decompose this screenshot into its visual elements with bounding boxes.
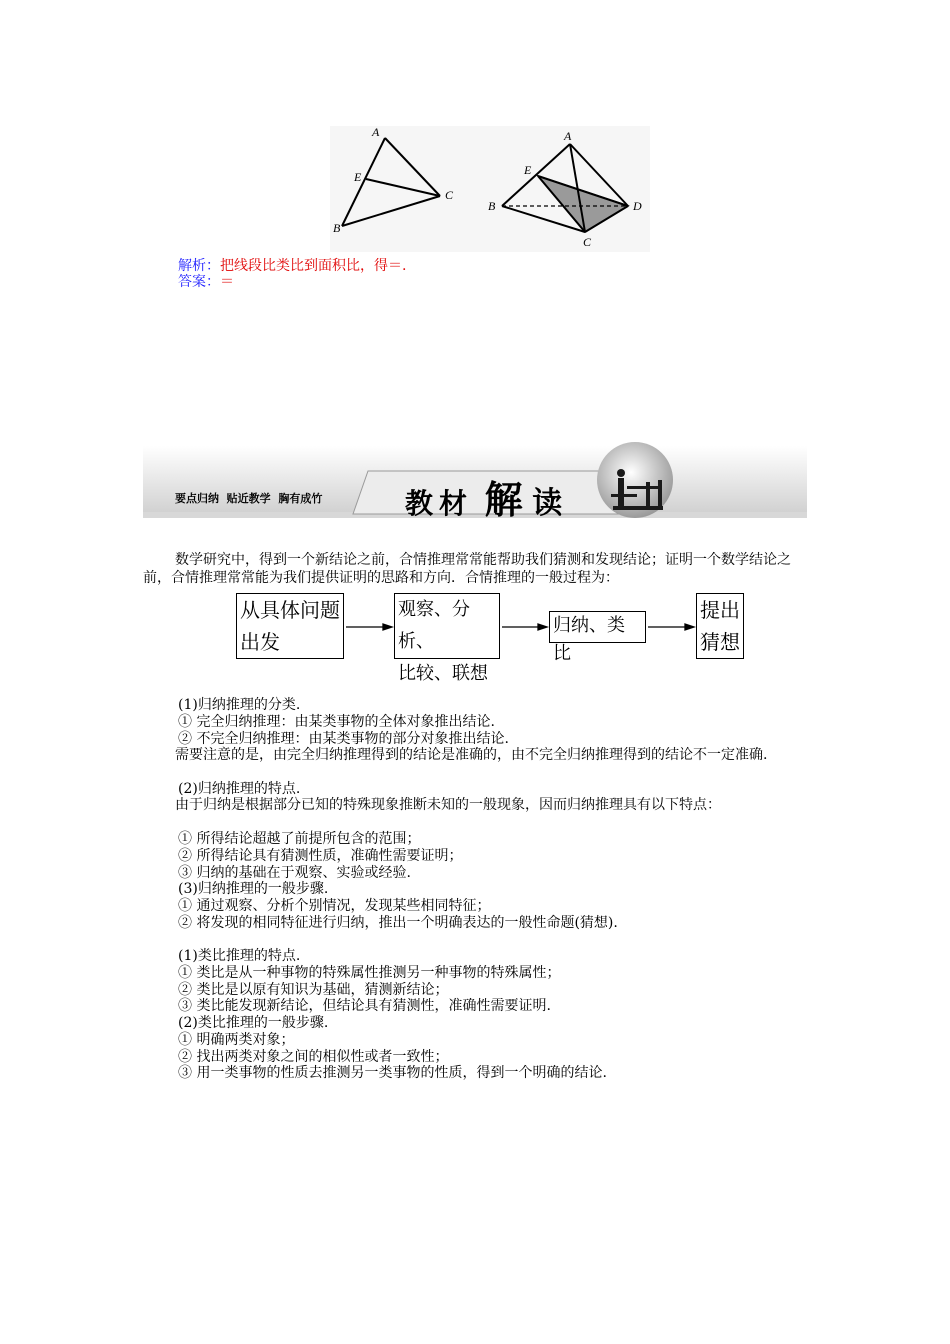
right-label-b: B: [488, 199, 496, 213]
induction-step-2: ② 将发现的相同特征进行归纳，推出一个明确表达的一般性命题(猜想).: [178, 915, 618, 931]
flow-box-1-line1: 从具体问题: [240, 598, 340, 622]
flow-arrow-3: [685, 624, 694, 630]
left-label-a: A: [372, 126, 380, 139]
induction-step-1: ① 通过观察、分析个别情况，发现某些相同特征；: [178, 898, 491, 914]
flow-box-2: [394, 593, 500, 684]
flow-box-2-line1: 观察、分析、: [398, 599, 470, 652]
flow-diagram: [236, 593, 746, 684]
banner-subtitle: 要点归纳 贴近教学 胸有成竹: [175, 492, 323, 505]
induction-features-intro: 由于归纳是根据部分已知的特殊现象推断未知的一般现象，因而归纳推理具有以下特点：: [175, 797, 721, 813]
induction-note: 需要注意的是，由完全归纳推理得到的结论是准确的，由不完全归纳推理得到的结论不一定准确.: [175, 747, 768, 763]
intro-paragraph: 数学研究中，得到一个新结论之前，合情推理常常能帮助我们猜测和发现结论；证明一个数学结论之前，合情推理常常能为我们提供证明的思路和方向．合情推理的一般过程为：: [143, 552, 791, 586]
flow-arrow-2: [538, 624, 547, 630]
analogy-heading-2: (2)类比推理的一般步骤.: [178, 1015, 329, 1031]
answer-text: ＝: [220, 274, 234, 290]
flow-box-1-line2: 出发: [240, 630, 280, 654]
induction-heading-3: (3)归纳推理的一般步骤.: [178, 881, 329, 897]
banner-title-part3: 读: [532, 486, 563, 521]
analogy-step-1: ① 明确两类对象；: [178, 1032, 295, 1048]
right-label-e: E: [524, 163, 532, 177]
flow-arrow-1: [383, 624, 392, 630]
analogy-heading-1: (1)类比推理的特点.: [178, 948, 301, 964]
flow-box-3: [549, 611, 646, 664]
analogy-feature-1: ① 类比是从一种事物的特殊属性推测另一种事物的特殊属性；: [178, 965, 561, 981]
flow-box-4: [696, 593, 744, 659]
induction-feature-3: ③ 归纳的基础在于观察、实验或经验.: [178, 865, 411, 881]
section-banner: [143, 436, 807, 526]
analogy-step-3: ③ 用一类事物的性质去推测另一类事物的性质，得到一个明确的结论.: [178, 1065, 607, 1081]
analysis-line: [178, 258, 406, 274]
answer-label: 答案：: [178, 274, 220, 290]
flow-box-4-line2: 猜想: [700, 630, 740, 654]
induction-feature-2: ② 所得结论具有猜测性质，准确性需要证明；: [178, 848, 463, 864]
analogy-feature-3: ③ 类比能发现新结论，但结论具有猜测性，准确性需要证明.: [178, 998, 551, 1014]
induction-heading-1: (1)归纳推理的分类.: [178, 697, 301, 713]
flow-box-3-text: 归纳、类比: [553, 615, 625, 664]
banner-title: [405, 469, 562, 524]
right-label-c: C: [583, 235, 592, 249]
right-label-d: D: [633, 199, 642, 213]
answer-line: [178, 274, 234, 290]
left-label-c: C: [445, 188, 454, 202]
analysis-label: 解析：: [178, 258, 220, 274]
induction-heading-2: (2)归纳推理的特点.: [178, 781, 301, 797]
induction-item-2: ② 不完全归纳推理：由某类事物的部分对象推出结论.: [178, 731, 509, 747]
flow-box-4-line1: 提出: [700, 598, 740, 622]
banner-title-part2: 解: [484, 478, 523, 522]
banner-title-part1: 教材: [405, 487, 474, 520]
induction-feature-1: ① 所得结论超越了前提所包含的范围；: [178, 831, 421, 847]
left-label-b: B: [333, 221, 341, 235]
flow-box-1: [236, 593, 344, 659]
left-label-e: E: [354, 170, 362, 184]
analogy-feature-2: ② 类比是以原有知识为基础，猜测新结论；: [178, 982, 449, 998]
induction-item-1: ① 完全归纳推理：由某类事物的全体对象推出结论.: [178, 714, 495, 730]
geometry-figure: [330, 126, 650, 252]
analogy-step-2: ② 找出两类对象之间的相似性或者一致性；: [178, 1049, 449, 1065]
right-label-a: A: [564, 129, 572, 143]
analysis-text: 把线段比类比到面积比，得＝.: [220, 258, 407, 274]
flow-box-2-line2: 比较、联想: [398, 663, 488, 684]
